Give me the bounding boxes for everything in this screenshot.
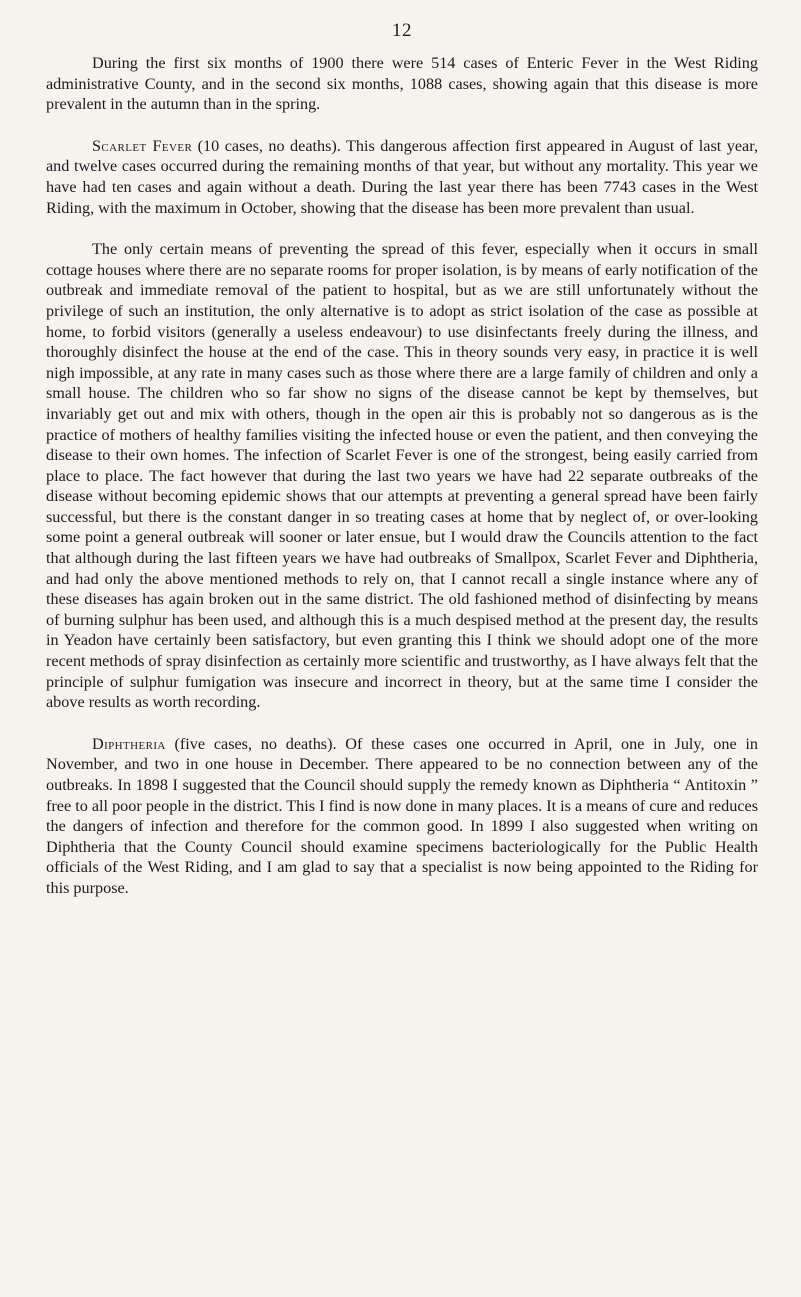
paragraph-scarlet-fever xyxy=(46,136,758,218)
page-number: 12 xyxy=(392,20,412,41)
paragraph-diphtheria xyxy=(46,734,758,899)
paragraph-enteric-fever: During the first six months of 1900 there were 514 cases of Enteric Fever in the West Riding administrative County, and in the second six months, 1088 cases, showing again that this disease is more prevalent in the autumn than in the spring. xyxy=(46,54,758,114)
scarlet-fever-summary: (10 cases, no deaths). This dangerous affection first appeared in August of last year, and twelve cases occurred during the remaining months of that year, but without any mortality. This year we have had ten cases and again without a death. During the last year there has been 7743 cases in the West Riding, with the maximum in October, showing that the disease has been more prevalent than usual. xyxy=(46,136,759,217)
section-heading-diphtheria: Diphtheria xyxy=(92,734,166,753)
paragraph-prevention: The only certain means of preventing the spread of this fever, especially when it occurs in small cottage houses where there are no separate rooms for proper isolation, is by means of early notification of the outbreak and immediate removal of the patient to hospital, but as we are still unfortunately without the privilege of such an institution, the only alternative is to adopt as strict isolation of the case as possible at home, to forbid visitors (generally a useless endeavour) to use disinfectants freely during the illness, and thoroughly disinfect the house at the end of the case. This in theory sounds very easy, in practice it is well nigh impossible, at any rate in many cases such as those where there are a large family of children and only a small house. The children who so far show no signs of the disease cannot be kept by themselves, but invariably get out and mix with others, though in the open air this is probably not so dangerous as is the practice of mothers of healthy families visiting the infected house or even the patient, and then conveying the disease to their own homes. The infection of Scarlet Fever is one of the strongest, being easily carried from place to place. The fact however that during the last two years we have had 22 separate outbreaks of the disease without becoming epidemic shows that our attempts at preventing a general spread have been fairly successful, but there is the constant danger in so treating cases at home that by neglect of, or over-looking some point a general outbreak will sooner or later ensue, but I would draw the Councils attention to the fact that although during the last fifteen years we have had outbreaks of Smallpox, Scarlet Fever and Diphtheria, and had only the above mentioned methods to rely on, that I cannot recall a single instance where any of these diseases has again broken out in the same district. The old fashioned method of disinfecting by means of burning sulphur has been used, and although this is a much despised method at the present day, the results in Yeadon have certainly been satisfactory, but even granting this I think we should adopt one of the more recent methods of spray disinfection as certainly more scientific and trustworthy, as I have always felt that the principle of sulphur fumigation was insecure and incorrect in theory, but at the same time I consider the above results as worth recording. xyxy=(46,240,758,712)
section-heading-scarlet-fever: Scarlet Fever xyxy=(92,136,193,155)
body-text xyxy=(46,53,758,920)
diphtheria-summary: (five cases, no deaths). Of these cases one occurred in April, one in July, one in November, and two in one house in December. There appeared to be no connection between any of the outbreaks. In 1898 I suggested that the Council should supply the remedy known as Diphtheria “ Antitoxin ” free to all poor people in the district. This I find is now done in many places. It is a means of cure and reduces the dangers of infection and therefore for the common good. In 1899 I also suggested when writing on Diphtheria that the County Council should examine specimens bacteriologically for the Public Health officials of the West Riding, and I am glad to say that a specialist is now being appointed to the Riding for this purpose. xyxy=(46,734,758,897)
